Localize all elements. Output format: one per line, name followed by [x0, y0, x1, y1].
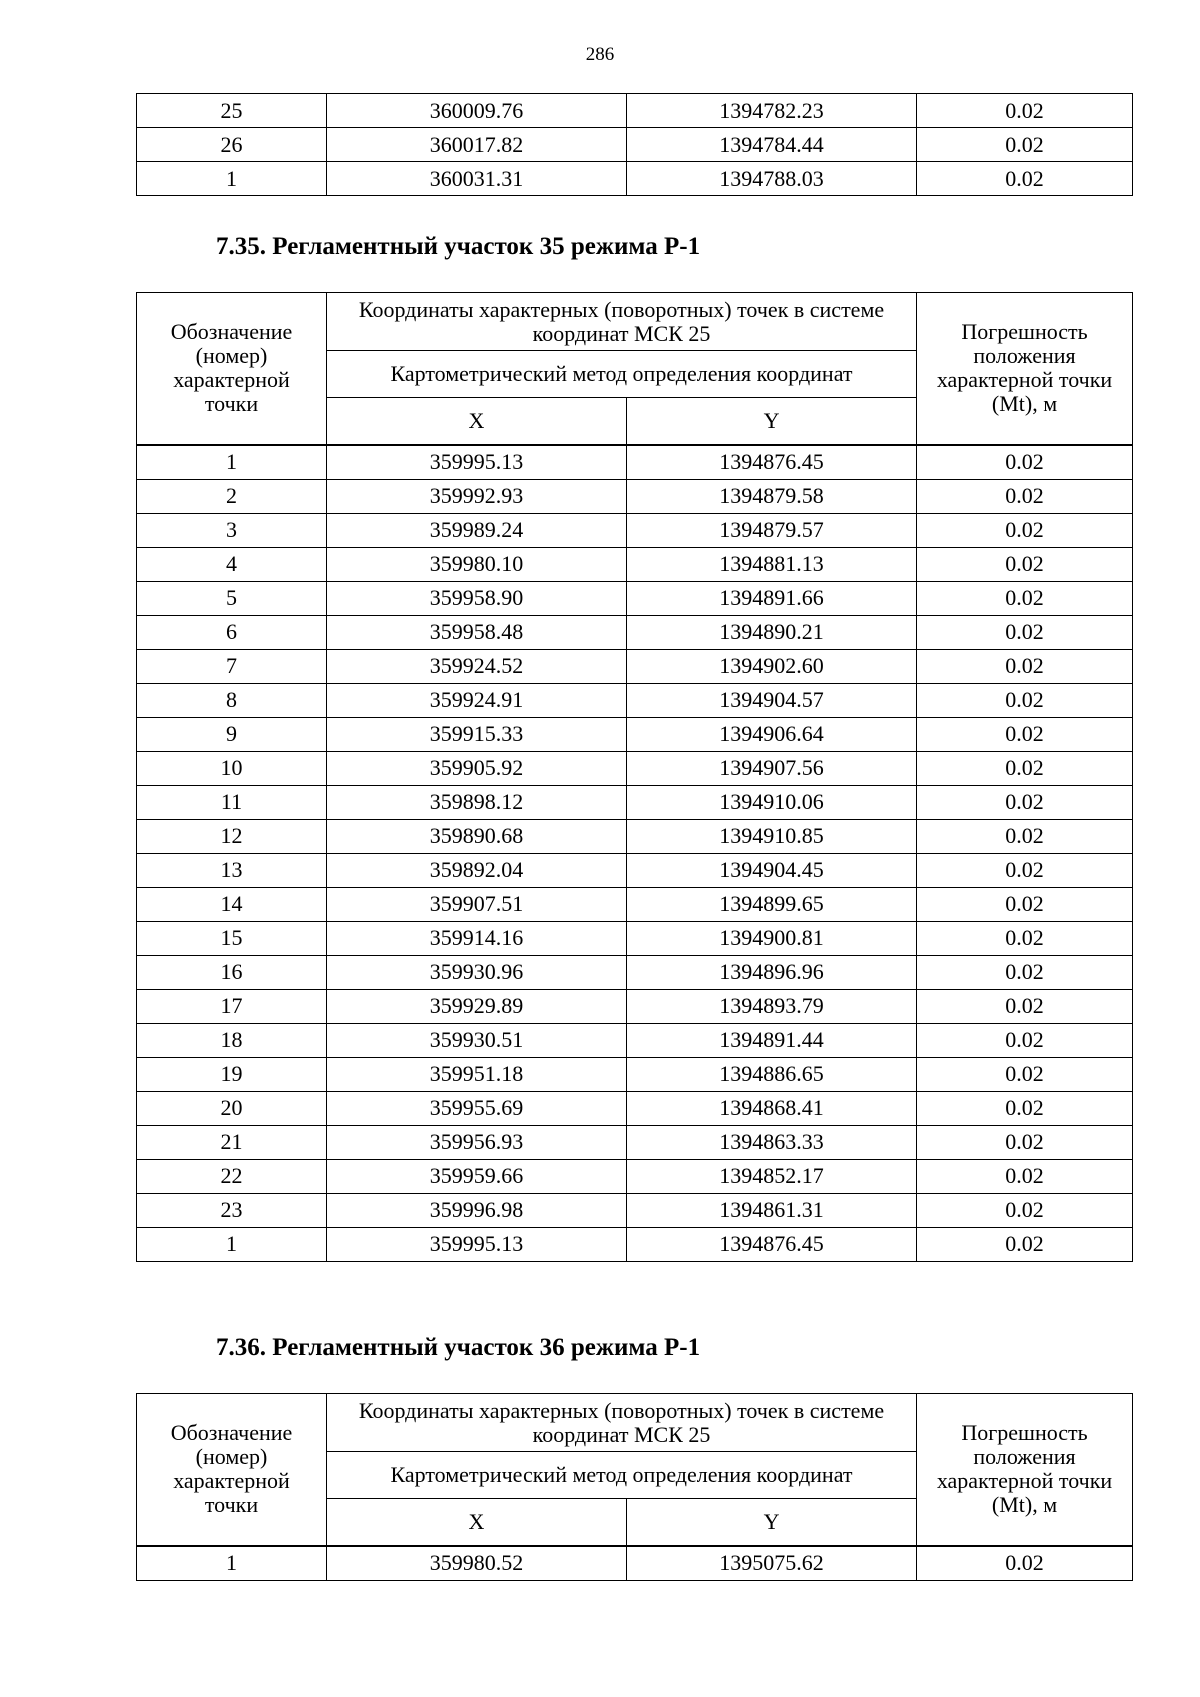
- y-coordinate: 1394907.56: [627, 751, 917, 785]
- point-number: 5: [137, 581, 327, 615]
- y-coordinate: 1394910.06: [627, 785, 917, 819]
- x-coordinate: 359980.10: [327, 547, 627, 581]
- table-row: [137, 751, 1133, 785]
- x-coordinate: 359930.96: [327, 955, 627, 989]
- x-coordinate: 359924.91: [327, 683, 627, 717]
- table-row: [137, 921, 1133, 955]
- point-number: 4: [137, 547, 327, 581]
- x-coordinate: 359958.48: [327, 615, 627, 649]
- x-coordinate: 359898.12: [327, 785, 627, 819]
- point-number: 26: [137, 128, 327, 162]
- page-number: 286: [585, 44, 615, 65]
- error-value: 0.02: [917, 1023, 1133, 1057]
- table-row: [137, 683, 1133, 717]
- y-coordinate: 1394910.85: [627, 819, 917, 853]
- coordinates-table-35: [136, 292, 1133, 1262]
- table-row: [137, 547, 1133, 581]
- point-number: 21: [137, 1125, 327, 1159]
- table-row: [137, 887, 1133, 921]
- table-row: [137, 1023, 1133, 1057]
- y-coordinate: 1394899.65: [627, 887, 917, 921]
- y-coordinate: 1394900.81: [627, 921, 917, 955]
- y-coordinate: 1394784.44: [627, 128, 917, 162]
- x-coordinate: 360031.31: [327, 162, 627, 196]
- x-coordinate: 360017.82: [327, 128, 627, 162]
- x-coordinate: 359995.13: [327, 445, 627, 480]
- error-value: 0.02: [917, 479, 1133, 513]
- table-row: [137, 1227, 1133, 1261]
- point-number: 1: [137, 1546, 327, 1581]
- point-number: 15: [137, 921, 327, 955]
- x-coordinate: 359929.89: [327, 989, 627, 1023]
- error-value: 0.02: [917, 1159, 1133, 1193]
- y-coordinate: 1394890.21: [627, 615, 917, 649]
- table-row: [137, 989, 1133, 1023]
- x-coordinate: 359980.52: [327, 1546, 627, 1581]
- point-number: 12: [137, 819, 327, 853]
- point-number: 1: [137, 162, 327, 196]
- error-value: 0.02: [917, 683, 1133, 717]
- point-number: 20: [137, 1091, 327, 1125]
- point-number: 9: [137, 717, 327, 751]
- y-coordinate: 1394868.41: [627, 1091, 917, 1125]
- x-coordinate: 359995.13: [327, 1227, 627, 1261]
- y-coordinate: 1394876.45: [627, 445, 917, 480]
- y-coordinate: 1394904.45: [627, 853, 917, 887]
- y-coordinate: 1394906.64: [627, 717, 917, 751]
- y-coordinate: 1394891.66: [627, 581, 917, 615]
- error-value: 0.02: [917, 785, 1133, 819]
- y-coordinate: 1394902.60: [627, 649, 917, 683]
- error-value: 0.02: [917, 853, 1133, 887]
- y-coordinate: 1394891.44: [627, 1023, 917, 1057]
- point-number: 16: [137, 955, 327, 989]
- y-coordinate: 1394876.45: [627, 1227, 917, 1261]
- header-x: X: [327, 398, 627, 445]
- x-coordinate: 359996.98: [327, 1193, 627, 1227]
- error-value: 0.02: [917, 94, 1133, 128]
- error-value: 0.02: [917, 581, 1133, 615]
- table-row: [137, 615, 1133, 649]
- point-number: 8: [137, 683, 327, 717]
- y-coordinate: 1394886.65: [627, 1057, 917, 1091]
- point-number: 11: [137, 785, 327, 819]
- point-number: 14: [137, 887, 327, 921]
- header-method: Картометрический метод определения координат: [327, 351, 917, 398]
- x-coordinate: 359992.93: [327, 479, 627, 513]
- table-row: [137, 717, 1133, 751]
- error-value: 0.02: [917, 1057, 1133, 1091]
- x-coordinate: 359915.33: [327, 717, 627, 751]
- error-value: 0.02: [917, 989, 1133, 1023]
- y-coordinate: 1394881.13: [627, 547, 917, 581]
- point-number: 10: [137, 751, 327, 785]
- error-value: 0.02: [917, 887, 1133, 921]
- error-value: 0.02: [917, 513, 1133, 547]
- x-coordinate: 359951.18: [327, 1057, 627, 1091]
- error-value: 0.02: [917, 615, 1133, 649]
- header-designation: Обозначение (номер) характерной точки: [137, 293, 327, 445]
- table-row: [137, 1057, 1133, 1091]
- table-row: [137, 445, 1133, 480]
- error-value: 0.02: [917, 1193, 1133, 1227]
- table-row: [137, 1125, 1133, 1159]
- table-row: [137, 853, 1133, 887]
- point-number: 7: [137, 649, 327, 683]
- x-coordinate: 359907.51: [327, 887, 627, 921]
- table-row: [137, 479, 1133, 513]
- x-coordinate: 359914.16: [327, 921, 627, 955]
- header-y: Y: [627, 398, 917, 445]
- header-designation: Обозначение (номер) характерной точки: [137, 1394, 327, 1546]
- error-value: 0.02: [917, 649, 1133, 683]
- point-number: 18: [137, 1023, 327, 1057]
- x-coordinate: 359956.93: [327, 1125, 627, 1159]
- table-row: [137, 819, 1133, 853]
- x-coordinate: 359892.04: [327, 853, 627, 887]
- table-row: [137, 513, 1133, 547]
- error-value: 0.02: [917, 955, 1133, 989]
- table-row: [137, 581, 1133, 615]
- coordinates-table-continued: [136, 93, 1133, 196]
- header-coords-title: Координаты характерных (поворотных) точек в системе координат МСК 25: [327, 293, 917, 351]
- error-value: 0.02: [917, 445, 1133, 480]
- y-coordinate: 1394852.17: [627, 1159, 917, 1193]
- table-row: [137, 1193, 1133, 1227]
- error-value: 0.02: [917, 717, 1133, 751]
- x-coordinate: 359890.68: [327, 819, 627, 853]
- error-value: 0.02: [917, 819, 1133, 853]
- y-coordinate: 1394879.57: [627, 513, 917, 547]
- point-number: 6: [137, 615, 327, 649]
- error-value: 0.02: [917, 547, 1133, 581]
- header-error: Погрешность положения характерной точки (Mt), м: [917, 293, 1133, 445]
- error-value: 0.02: [917, 1227, 1133, 1261]
- table-row: [137, 1159, 1133, 1193]
- error-value: 0.02: [917, 921, 1133, 955]
- x-coordinate: 359959.66: [327, 1159, 627, 1193]
- header-y: Y: [627, 1499, 917, 1546]
- x-coordinate: 359924.52: [327, 649, 627, 683]
- error-value: 0.02: [917, 128, 1133, 162]
- y-coordinate: 1394863.33: [627, 1125, 917, 1159]
- coordinates-table-36: [136, 1393, 1133, 1581]
- table-row: [137, 128, 1133, 162]
- header-error: Погрешность положения характерной точки (Mt), м: [917, 1394, 1133, 1546]
- y-coordinate: 1395075.62: [627, 1546, 917, 1581]
- table-row: [137, 785, 1133, 819]
- point-number: 2: [137, 479, 327, 513]
- table-row: [137, 649, 1133, 683]
- table-row: [137, 94, 1133, 128]
- point-number: 1: [137, 1227, 327, 1261]
- section-title-35: 7.35. Регламентный участок 35 режима Р-1: [216, 233, 701, 260]
- point-number: 13: [137, 853, 327, 887]
- table-row: [137, 1091, 1133, 1125]
- point-number: 22: [137, 1159, 327, 1193]
- table-row: [137, 955, 1133, 989]
- y-coordinate: 1394879.58: [627, 479, 917, 513]
- point-number: 25: [137, 94, 327, 128]
- error-value: 0.02: [917, 1546, 1133, 1581]
- point-number: 19: [137, 1057, 327, 1091]
- y-coordinate: 1394861.31: [627, 1193, 917, 1227]
- x-coordinate: 359989.24: [327, 513, 627, 547]
- point-number: 1: [137, 445, 327, 480]
- x-coordinate: 359905.92: [327, 751, 627, 785]
- x-coordinate: 360009.76: [327, 94, 627, 128]
- x-coordinate: 359955.69: [327, 1091, 627, 1125]
- point-number: 23: [137, 1193, 327, 1227]
- y-coordinate: 1394904.57: [627, 683, 917, 717]
- table-row: [137, 162, 1133, 196]
- header-coords-title: Координаты характерных (поворотных) точек в системе координат МСК 25: [327, 1394, 917, 1452]
- header-x: X: [327, 1499, 627, 1546]
- error-value: 0.02: [917, 751, 1133, 785]
- x-coordinate: 359930.51: [327, 1023, 627, 1057]
- error-value: 0.02: [917, 1125, 1133, 1159]
- header-method: Картометрический метод определения координат: [327, 1452, 917, 1499]
- error-value: 0.02: [917, 1091, 1133, 1125]
- section-title-36: 7.36. Регламентный участок 36 режима Р-1: [216, 1334, 701, 1361]
- y-coordinate: 1394782.23: [627, 94, 917, 128]
- table-row: [137, 1546, 1133, 1581]
- y-coordinate: 1394788.03: [627, 162, 917, 196]
- error-value: 0.02: [917, 162, 1133, 196]
- y-coordinate: 1394896.96: [627, 955, 917, 989]
- point-number: 3: [137, 513, 327, 547]
- point-number: 17: [137, 989, 327, 1023]
- x-coordinate: 359958.90: [327, 581, 627, 615]
- y-coordinate: 1394893.79: [627, 989, 917, 1023]
